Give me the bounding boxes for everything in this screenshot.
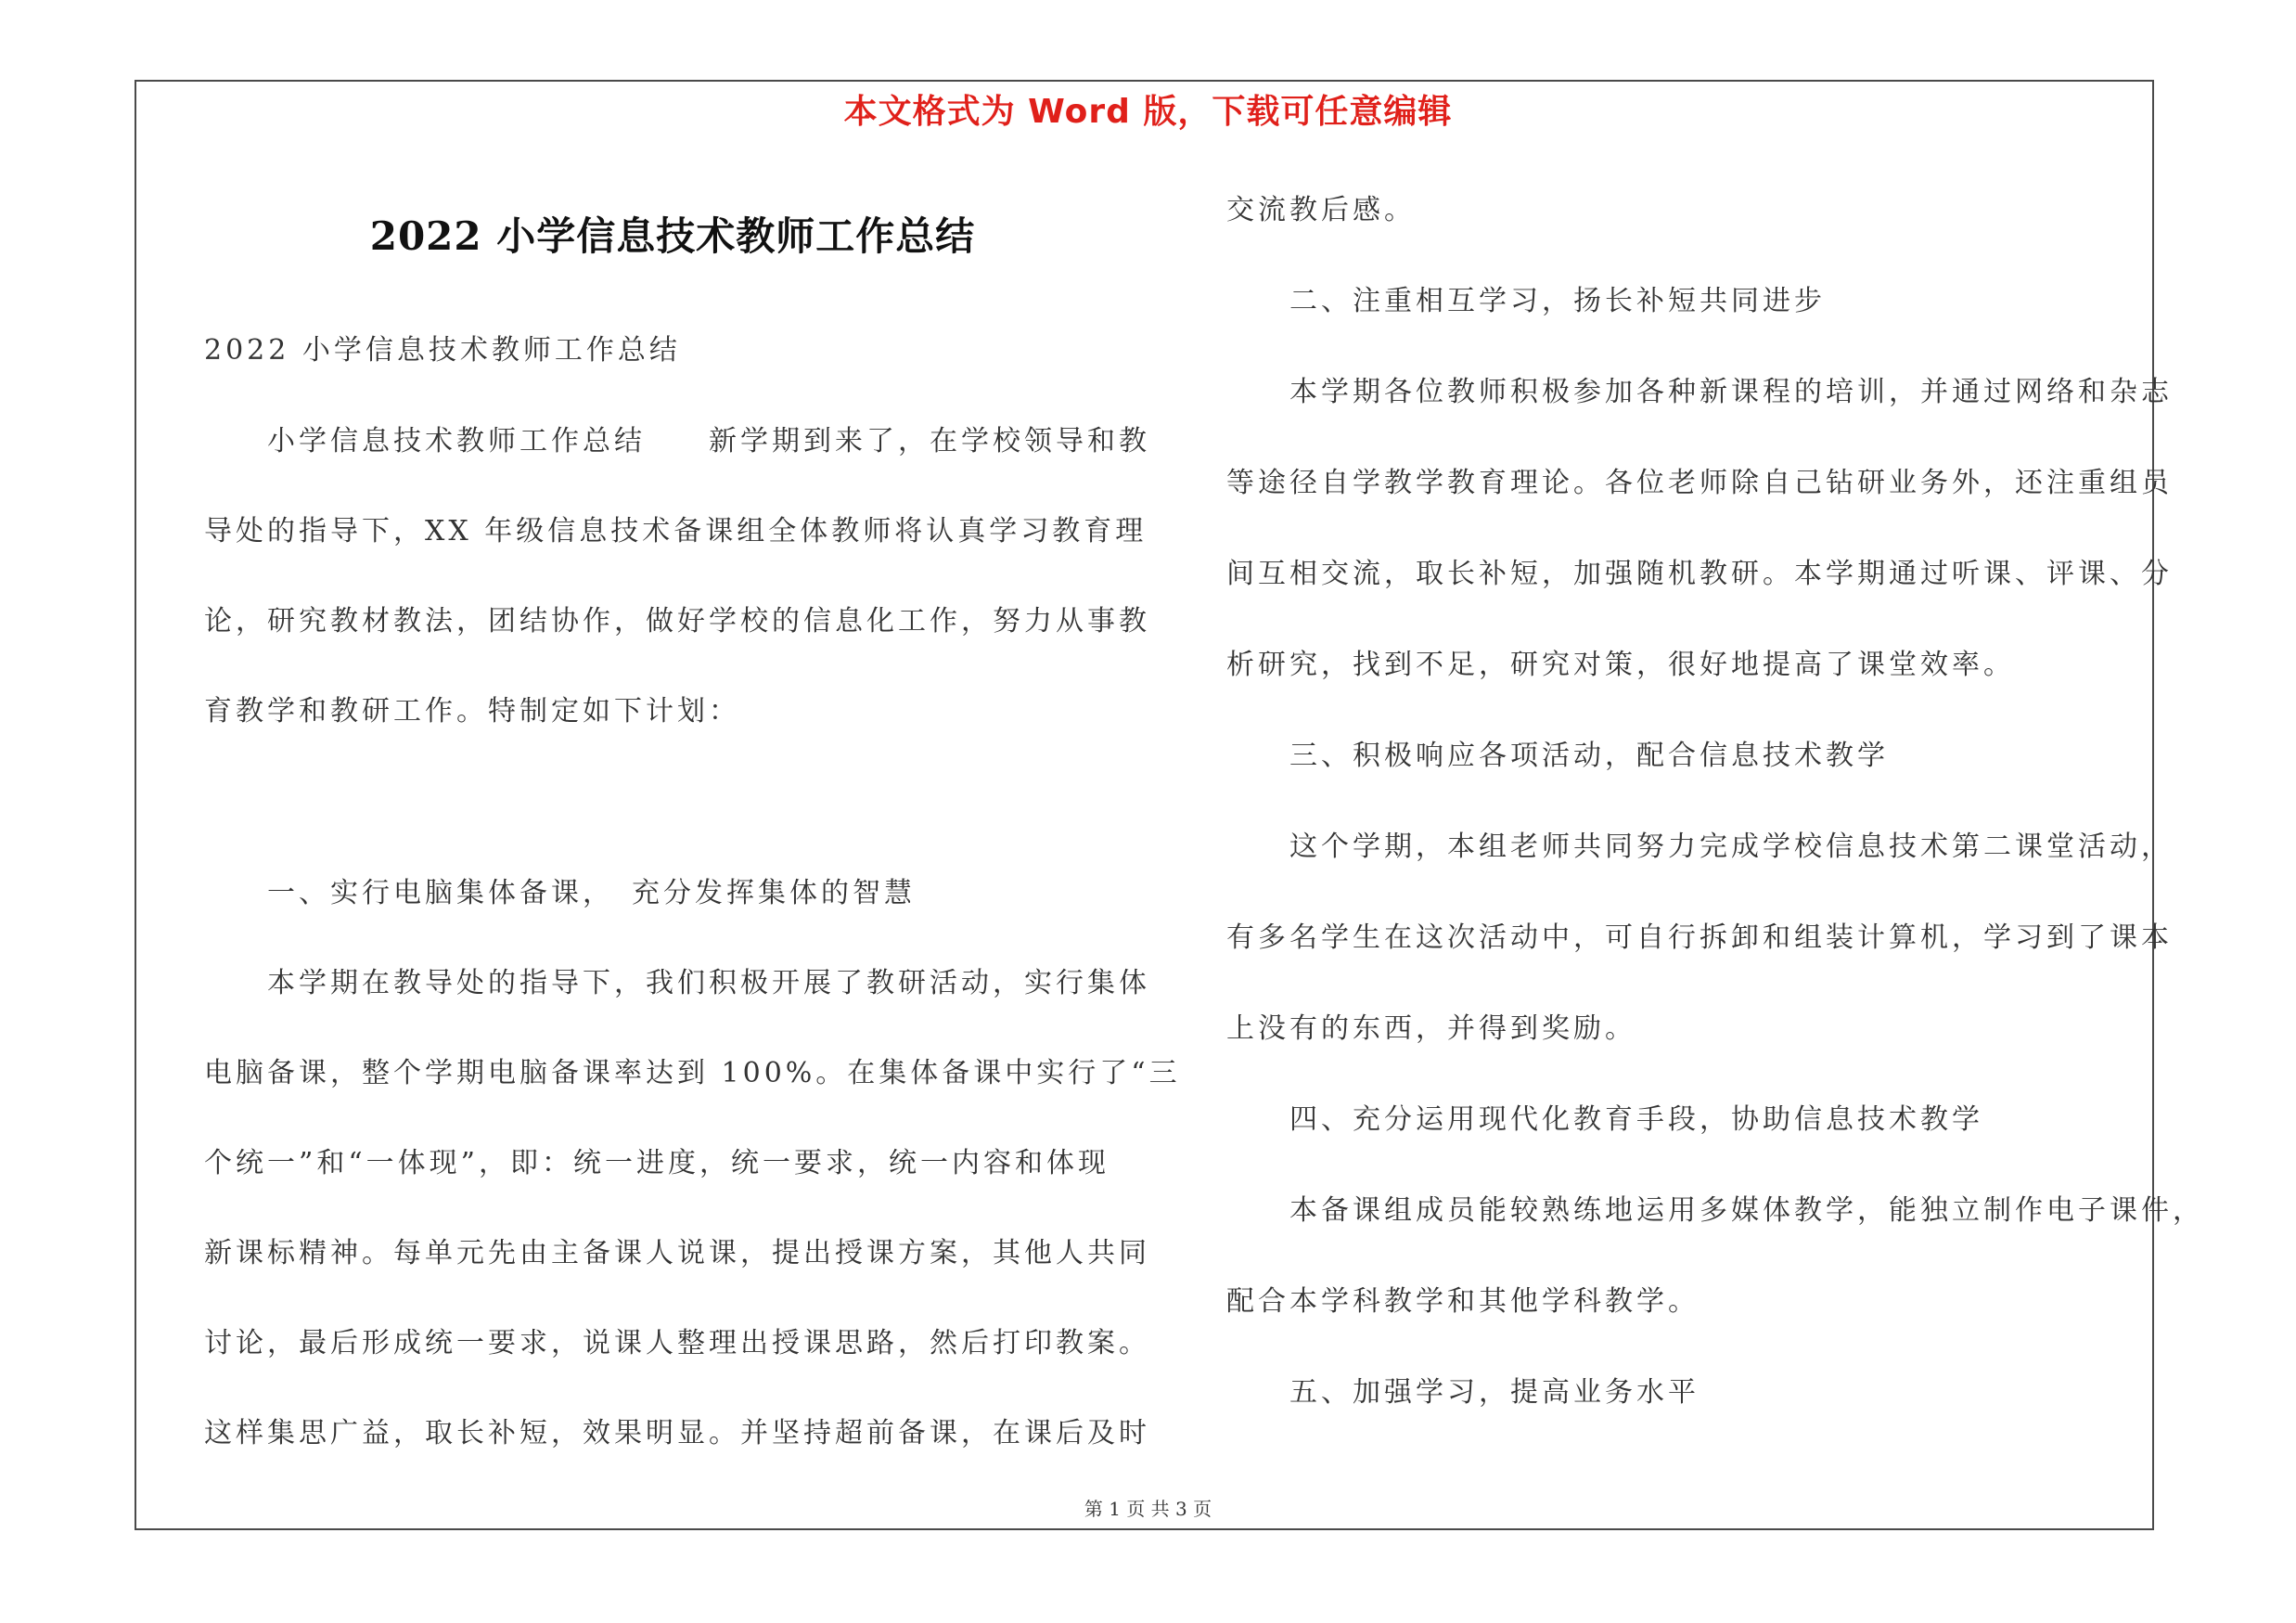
paragraph-line: 析研究，找到不足，研究对策，很好地提高了课堂效率。: [1226, 649, 2015, 681]
paragraph-line: 这样集思广益，取长补短，效果明显。并坚持超前备课，在课后及时: [204, 1417, 1150, 1449]
paragraph-line: 论，研究教材教法，团结协作，做好学校的信息化工作，努力从事教: [204, 605, 1150, 638]
word-format-banner: 本文格式为 Word 版，下载可任意编辑: [843, 93, 1453, 131]
paragraph-line: 讨论，最后形成统一要求，说课人整理出授课思路，然后打印教案。: [204, 1327, 1150, 1359]
paragraph-line: 间互相交流，取长补短，加强随机教研。本学期通过听课、评课、分: [1226, 558, 2173, 590]
paragraph-line: 新课标精神。每单元先由主备课人说课，提出授课方案，其他人共同: [204, 1237, 1150, 1269]
paragraph-line: 交流教后感。: [1226, 194, 1416, 226]
document-title: 2022 小学信息技术教师工作总结: [369, 213, 976, 259]
subtitle-line: 2022 小学信息技术教师工作总结: [204, 334, 681, 367]
page-number-footer: 第 1 页 共 3 页: [1084, 1498, 1212, 1520]
paragraph-line: 个统一”和“一体现”，即：统一进度，统一要求，统一内容和体现: [204, 1147, 1110, 1179]
paragraph-line: 育教学和教研工作。特制定如下计划：: [204, 695, 740, 728]
page-border: [135, 80, 2154, 1530]
section-heading-1: 一、实行电脑集体备课， 充分发挥集体的智慧: [267, 877, 916, 909]
paragraph-line: 这个学期，本组老师共同努力完成学校信息技术第二课堂活动，: [1289, 831, 2173, 863]
paragraph-line: 小学信息技术教师工作总结 新学期到来了，在学校领导和教: [267, 425, 1150, 457]
paragraph-line: 电脑备课，整个学期电脑备课率达到 100%。在集体备课中实行了“三: [204, 1057, 1181, 1089]
paragraph-line: 配合本学科教学和其他学科教学。: [1226, 1285, 1700, 1318]
section-heading-5: 五、加强学习，提高业务水平: [1289, 1376, 1700, 1409]
paragraph-line: 导处的指导下，XX 年级信息技术备课组全体教师将认真学习教育理: [204, 515, 1148, 547]
section-heading-2: 二、注重相互学习，扬长补短共同进步: [1289, 285, 1826, 317]
paragraph-line: 本学期各位教师积极参加各种新课程的培训，并通过网络和杂志: [1289, 376, 2173, 408]
paragraph-line: 本备课组成员能较熟练地运用多媒体教学，能独立制作电子课件，: [1289, 1194, 2204, 1227]
section-heading-4: 四、充分运用现代化教育手段，协助信息技术教学: [1289, 1103, 1983, 1136]
paragraph-line: 本学期在教导处的指导下，我们积极开展了教研活动，实行集体: [267, 967, 1150, 999]
section-heading-3: 三、积极响应各项活动，配合信息技术教学: [1289, 740, 1889, 772]
paragraph-line: 等途径自学教学教育理论。各位老师除自己钻研业务外，还注重组员: [1226, 467, 2173, 499]
paragraph-line: 上没有的东西，并得到奖励。: [1226, 1012, 1636, 1045]
paragraph-line: 有多名学生在这次活动中，可自行拆卸和组装计算机，学习到了课本: [1226, 921, 2173, 954]
